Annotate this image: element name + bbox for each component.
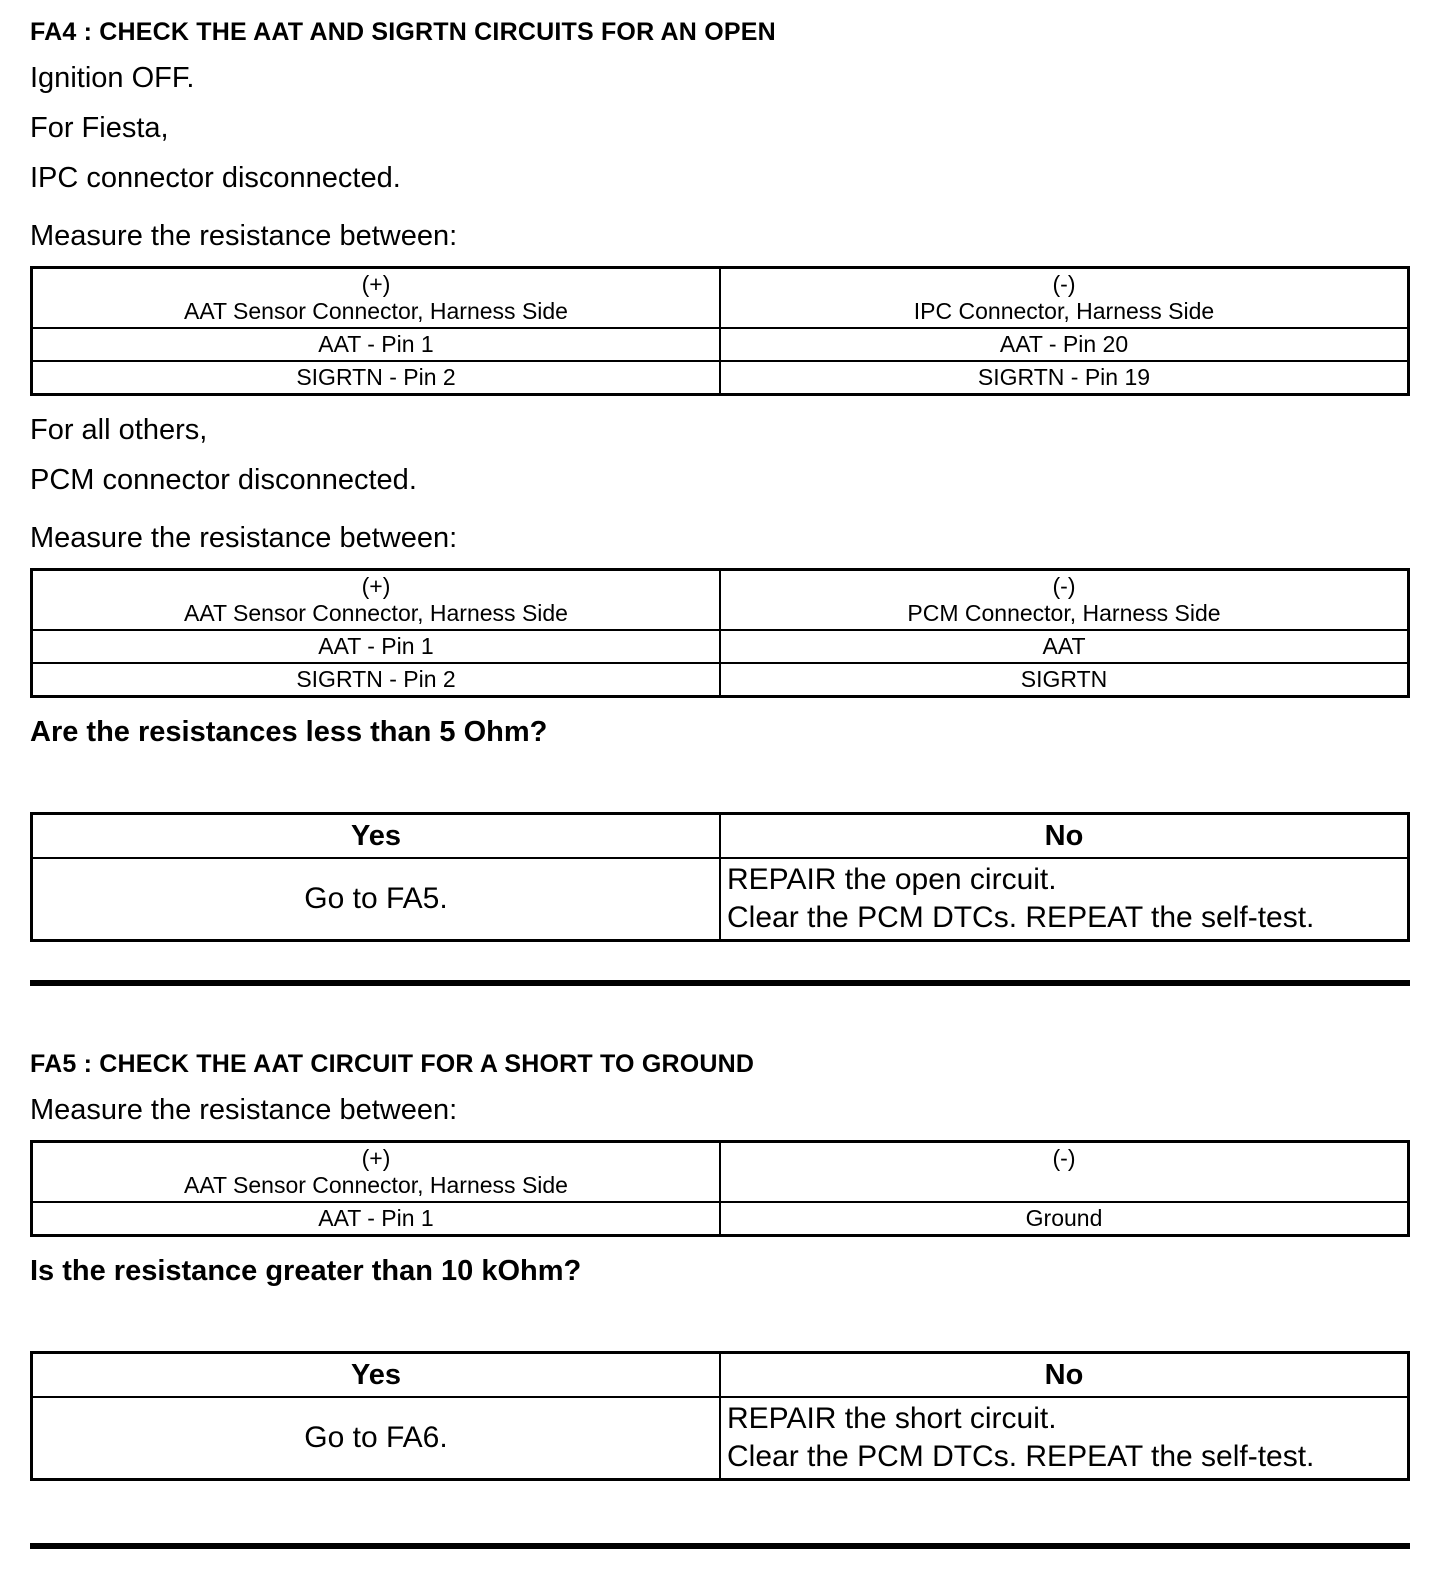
pin-cell: SIGRTN - Pin 19 bbox=[720, 361, 1409, 395]
table-row bbox=[32, 361, 1409, 395]
table-row bbox=[32, 328, 1409, 361]
yes-header: Yes bbox=[32, 1353, 721, 1398]
fa5-measure-instruction: Measure the resistance between: bbox=[30, 1094, 458, 1126]
pin-cell: Ground bbox=[720, 1202, 1409, 1236]
plus-connector-label: AAT Sensor Connector, Harness Side bbox=[184, 600, 568, 626]
plus-sign-label: (+) bbox=[361, 271, 391, 297]
no-action-line: REPAIR the short circuit. bbox=[727, 1402, 1057, 1435]
decision-action-row bbox=[32, 1397, 1409, 1480]
fa4-line-ipc-disconnected: IPC connector disconnected. bbox=[30, 162, 401, 194]
no-action-line: Clear the PCM DTCs. REPEAT the self-test. bbox=[727, 1440, 1315, 1473]
minus-sign-label: (-) bbox=[1052, 1145, 1076, 1171]
fa4-question: Are the resistances less than 5 Ohm? bbox=[30, 716, 548, 748]
decision-header-row bbox=[32, 1353, 1409, 1398]
fa4-line-fiesta: For Fiesta, bbox=[30, 112, 169, 144]
table-header-plus-cell bbox=[32, 570, 721, 631]
plus-sign-label: (+) bbox=[361, 1145, 391, 1171]
fa5-decision-table bbox=[30, 1351, 1410, 1481]
plus-sign-label: (+) bbox=[361, 573, 391, 599]
no-action bbox=[720, 858, 1409, 941]
no-action-line: REPAIR the open circuit. bbox=[727, 863, 1057, 896]
plus-connector-label: AAT Sensor Connector, Harness Side bbox=[184, 1172, 568, 1198]
fa4-section bbox=[30, 16, 1410, 942]
table-header-minus-cell bbox=[720, 268, 1409, 329]
fa4-line-ignition: Ignition OFF. bbox=[30, 62, 195, 94]
decision-header-row bbox=[32, 814, 1409, 859]
fa4-section-title: FA4 : CHECK THE AAT AND SIGRTN CIRCUITS FOR AN OPEN bbox=[30, 18, 776, 46]
decision-action-row bbox=[32, 858, 1409, 941]
no-header: No bbox=[720, 1353, 1409, 1398]
no-header: No bbox=[720, 814, 1409, 859]
fa4-others-measurement-table bbox=[30, 568, 1410, 698]
fa5-question: Is the resistance greater than 10 kOhm? bbox=[30, 1255, 582, 1287]
plus-connector-label: AAT Sensor Connector, Harness Side bbox=[184, 298, 568, 324]
fa4-decision-table bbox=[30, 812, 1410, 942]
no-action-line: Clear the PCM DTCs. REPEAT the self-test. bbox=[727, 901, 1315, 934]
table-header-plus-cell bbox=[32, 1142, 721, 1203]
section-divider bbox=[30, 980, 1410, 986]
table-header-row bbox=[32, 570, 1409, 631]
table-header-row bbox=[32, 268, 1409, 329]
fa4-line-pcm-disconnected: PCM connector disconnected. bbox=[30, 464, 417, 496]
pin-cell: AAT - Pin 1 bbox=[32, 630, 721, 663]
table-header-plus-cell bbox=[32, 268, 721, 329]
table-row bbox=[32, 1202, 1409, 1236]
table-header-row bbox=[32, 1142, 1409, 1203]
fa5-section-title: FA5 : CHECK THE AAT CIRCUIT FOR A SHORT TO GROUND bbox=[30, 1050, 755, 1078]
fa4-measure-instruction-1: Measure the resistance between: bbox=[30, 220, 458, 252]
pin-cell: AAT - Pin 20 bbox=[720, 328, 1409, 361]
table-header-minus-cell bbox=[720, 1142, 1409, 1203]
no-action bbox=[720, 1397, 1409, 1480]
fa4-line-all-others: For all others, bbox=[30, 414, 208, 446]
minus-connector-label: PCM Connector, Harness Side bbox=[907, 600, 1221, 626]
fa4-measure-instruction-2: Measure the resistance between: bbox=[30, 522, 458, 554]
pin-cell: AAT - Pin 1 bbox=[32, 328, 721, 361]
yes-action: Go to FA5. bbox=[32, 858, 721, 941]
pin-cell: SIGRTN - Pin 2 bbox=[32, 361, 721, 395]
yes-header: Yes bbox=[32, 814, 721, 859]
yes-action: Go to FA6. bbox=[32, 1397, 721, 1480]
minus-connector-label: IPC Connector, Harness Side bbox=[913, 298, 1215, 324]
section-divider-bottom bbox=[30, 1543, 1410, 1549]
table-header-minus-cell bbox=[720, 570, 1409, 631]
fa5-section bbox=[30, 1048, 1410, 1481]
fa4-fiesta-measurement-table bbox=[30, 266, 1410, 396]
fa5-measurement-table bbox=[30, 1140, 1410, 1237]
pin-cell: SIGRTN - Pin 2 bbox=[32, 663, 721, 697]
table-row bbox=[32, 663, 1409, 697]
minus-sign-label: (-) bbox=[1052, 271, 1076, 297]
minus-sign-label: (-) bbox=[1052, 573, 1076, 599]
pin-cell: AAT bbox=[720, 630, 1409, 663]
pin-cell: SIGRTN bbox=[720, 663, 1409, 697]
table-row bbox=[32, 630, 1409, 663]
pin-cell: AAT - Pin 1 bbox=[32, 1202, 721, 1236]
